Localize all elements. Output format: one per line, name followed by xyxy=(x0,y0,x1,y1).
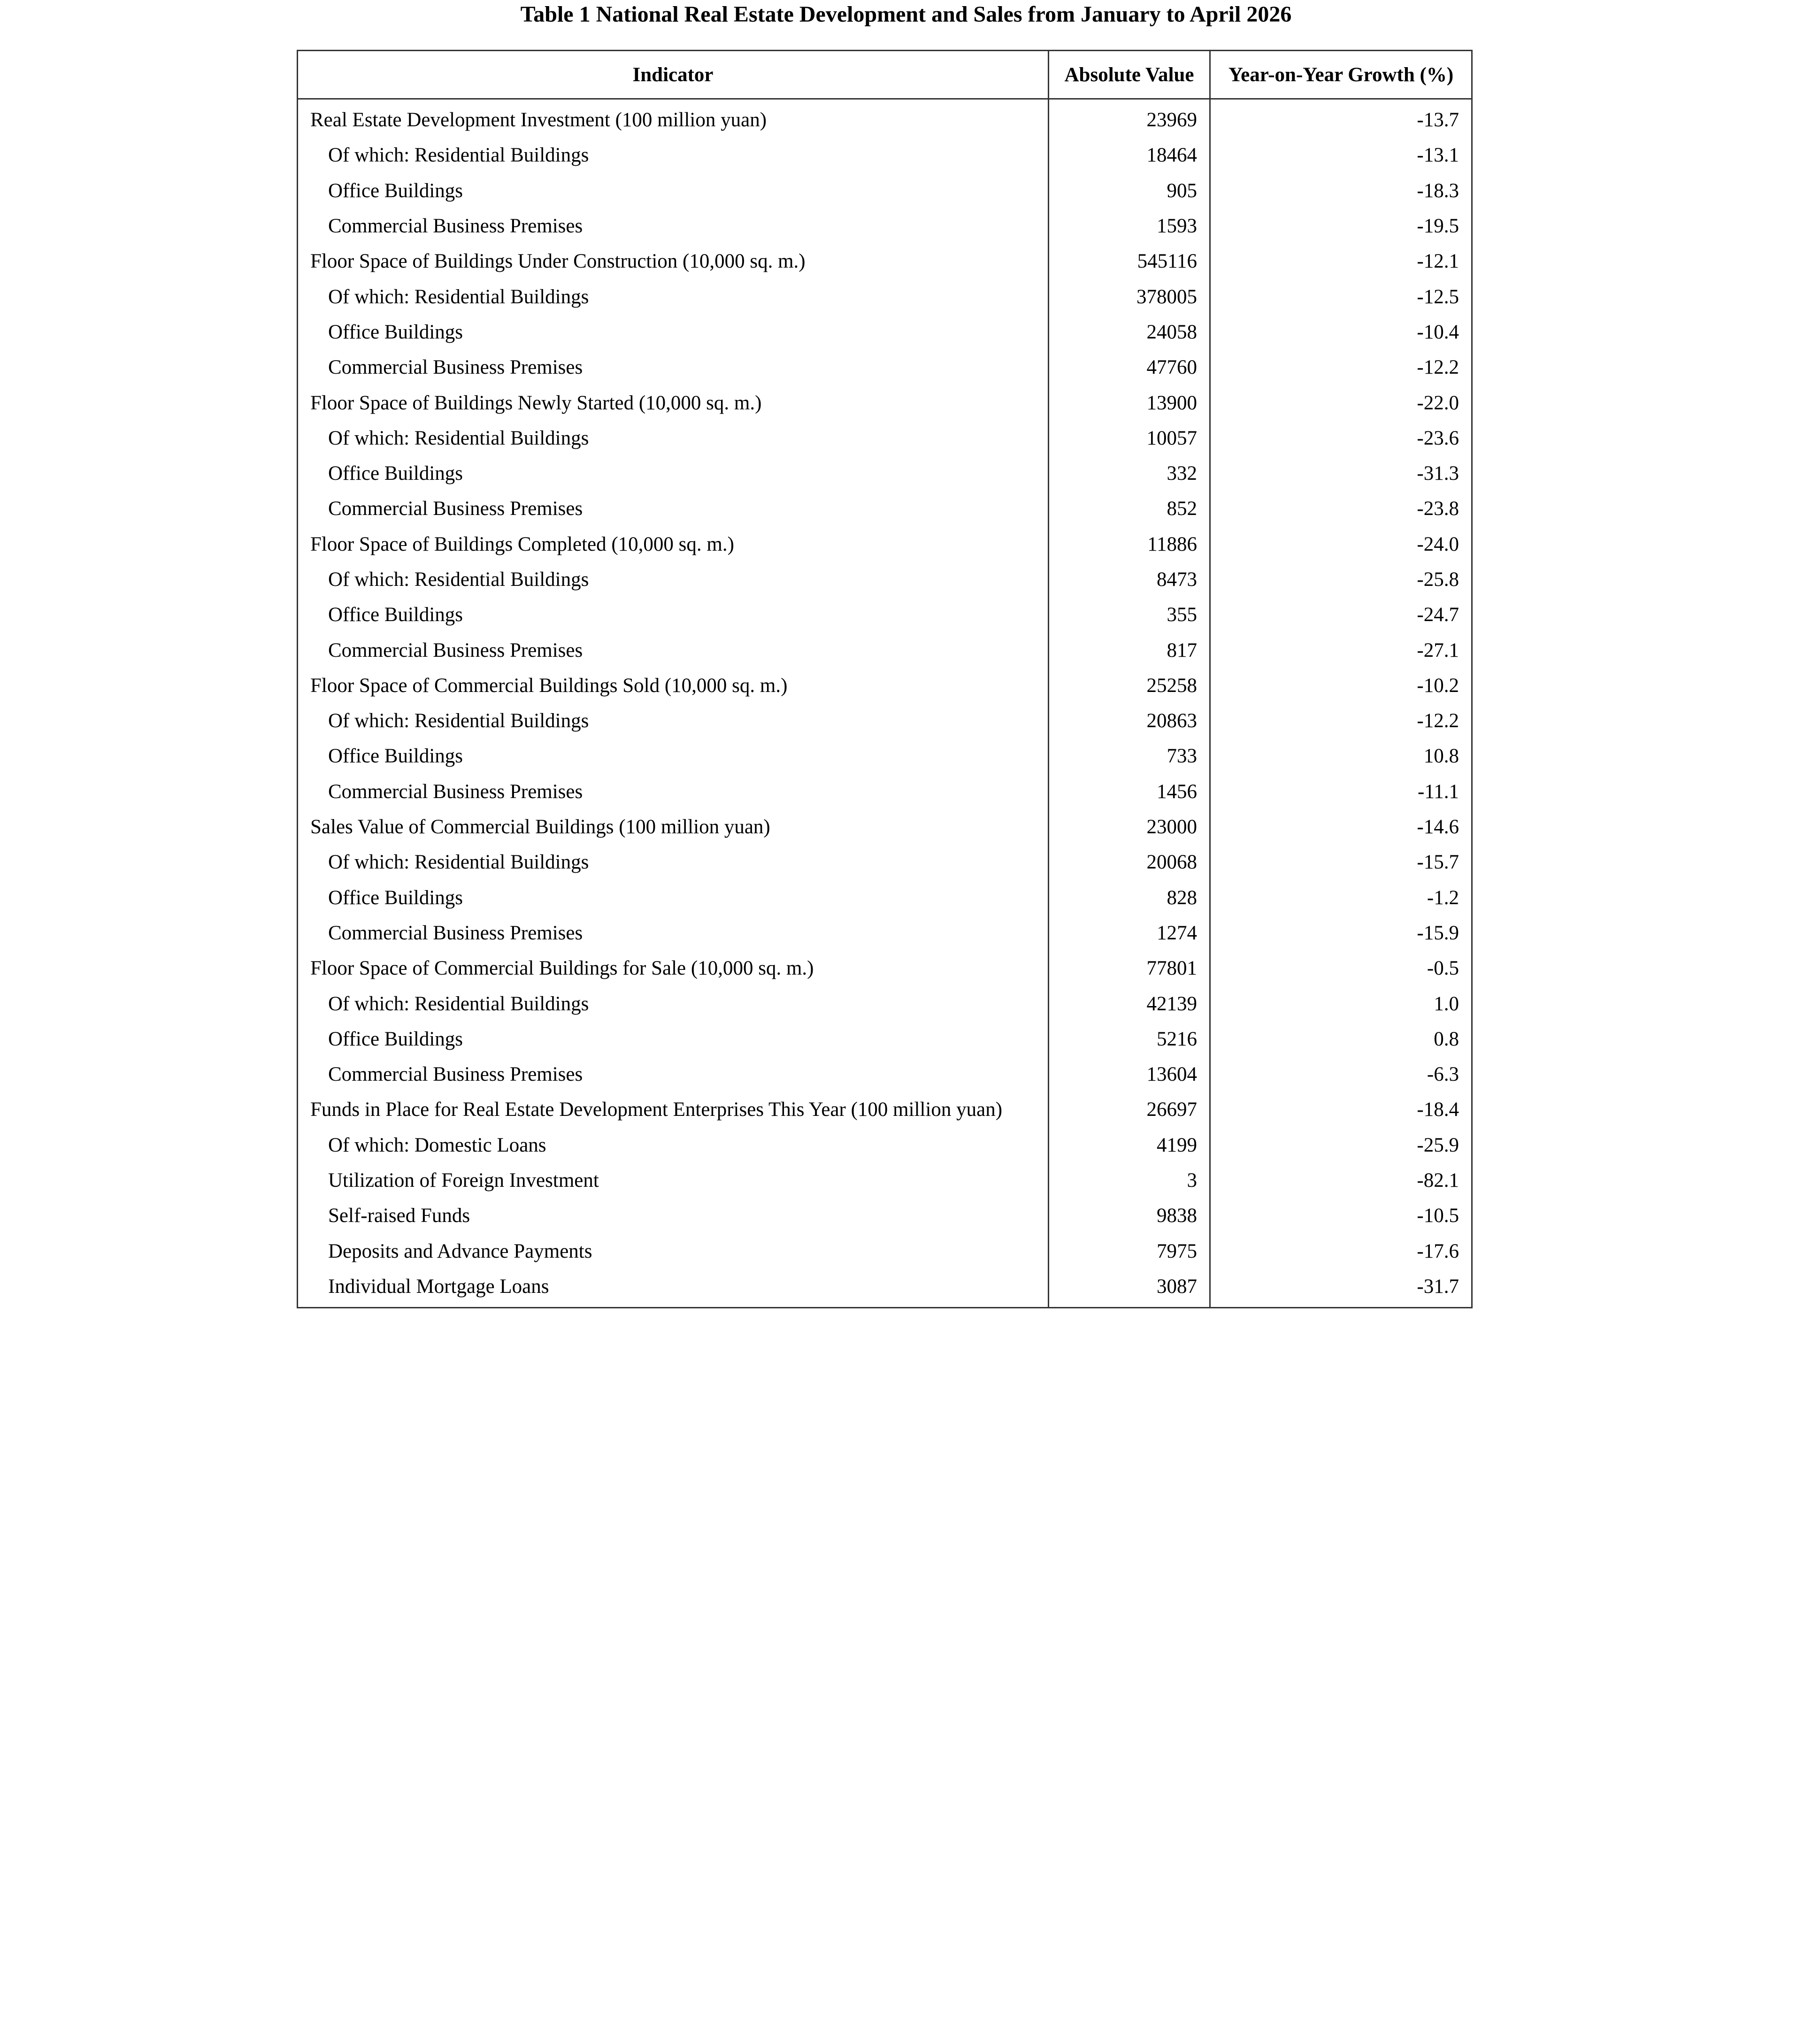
yoy-growth-cell: -27.1 xyxy=(1210,632,1472,668)
table-row xyxy=(298,99,1472,138)
yoy-growth-cell: -15.7 xyxy=(1210,845,1472,880)
absolute-value-cell: 10057 xyxy=(1049,421,1210,456)
absolute-value-cell: 1274 xyxy=(1049,915,1210,951)
data-table-container xyxy=(297,50,1471,1308)
table-row xyxy=(298,1269,1472,1308)
yoy-growth-cell: -12.2 xyxy=(1210,703,1472,738)
table-row xyxy=(298,915,1472,951)
absolute-value-cell: 5216 xyxy=(1049,1022,1210,1057)
yoy-growth-cell: -13.1 xyxy=(1210,138,1472,173)
indicator-cell: Floor Space of Commercial Buildings Sold (10,000 sq. m.) xyxy=(310,674,788,697)
table-row xyxy=(298,986,1472,1021)
table-row xyxy=(298,244,1472,279)
table-row xyxy=(298,562,1472,597)
absolute-value-cell: 8473 xyxy=(1049,562,1210,597)
yoy-growth-cell: -31.7 xyxy=(1210,1269,1472,1308)
indicator-cell: Office Buildings xyxy=(328,179,463,202)
absolute-value-cell: 355 xyxy=(1049,597,1210,632)
yoy-growth-cell: -10.5 xyxy=(1210,1198,1472,1233)
table-row xyxy=(298,1092,1472,1127)
indicator-cell: Of which: Residential Buildings xyxy=(328,710,589,732)
yoy-growth-cell: -25.9 xyxy=(1210,1128,1472,1163)
absolute-value-cell: 77801 xyxy=(1049,951,1210,986)
column-header-indicator: Indicator xyxy=(298,51,1049,99)
yoy-growth-cell: -0.5 xyxy=(1210,951,1472,986)
absolute-value-cell: 1456 xyxy=(1049,774,1210,809)
column-header-yoy-growth: Year-on-Year Growth (%) xyxy=(1210,51,1472,99)
table-row xyxy=(298,527,1472,562)
yoy-growth-cell: 10.8 xyxy=(1210,738,1472,774)
absolute-value-cell: 905 xyxy=(1049,173,1210,208)
absolute-value-cell: 13604 xyxy=(1049,1057,1210,1092)
indicator-cell: Commercial Business Premises xyxy=(328,780,583,803)
indicator-cell: Funds in Place for Real Estate Development Enterprises This Year (100 million yuan) xyxy=(310,1099,1003,1121)
indicator-cell: Commercial Business Premises xyxy=(328,1063,583,1086)
table-row xyxy=(298,173,1472,208)
table-row xyxy=(298,1163,1472,1198)
indicator-cell: Of which: Residential Buildings xyxy=(328,144,589,167)
table-row xyxy=(298,668,1472,703)
absolute-value-cell: 47760 xyxy=(1049,350,1210,385)
header-row xyxy=(298,51,1472,99)
column-header-absolute-value: Absolute Value xyxy=(1049,51,1210,99)
indicator-cell: Commercial Business Premises xyxy=(328,639,583,661)
yoy-growth-cell: -6.3 xyxy=(1210,1057,1472,1092)
absolute-value-cell: 4199 xyxy=(1049,1128,1210,1163)
yoy-growth-cell: -12.2 xyxy=(1210,350,1472,385)
absolute-value-cell: 24058 xyxy=(1049,315,1210,350)
indicator-cell: Real Estate Development Investment (100 million yuan) xyxy=(310,109,767,131)
indicator-cell: Office Buildings xyxy=(328,321,463,343)
indicator-cell: Commercial Business Premises xyxy=(328,922,583,944)
table-body xyxy=(298,99,1472,1308)
yoy-growth-cell: -31.3 xyxy=(1210,456,1472,491)
absolute-value-cell: 25258 xyxy=(1049,668,1210,703)
yoy-growth-cell: -10.2 xyxy=(1210,668,1472,703)
yoy-growth-cell: -17.6 xyxy=(1210,1234,1472,1269)
yoy-growth-cell: -1.2 xyxy=(1210,880,1472,915)
absolute-value-cell: 733 xyxy=(1049,738,1210,774)
table-row xyxy=(298,315,1472,350)
indicator-cell: Office Buildings xyxy=(328,886,463,909)
absolute-value-cell: 42139 xyxy=(1049,986,1210,1021)
yoy-growth-cell: -23.6 xyxy=(1210,421,1472,456)
table-row xyxy=(298,1234,1472,1269)
absolute-value-cell: 1593 xyxy=(1049,208,1210,244)
yoy-growth-cell: -15.9 xyxy=(1210,915,1472,951)
table-row xyxy=(298,738,1472,774)
yoy-growth-cell: -18.3 xyxy=(1210,173,1472,208)
table-row xyxy=(298,138,1472,173)
absolute-value-cell: 3 xyxy=(1049,1163,1210,1198)
yoy-growth-cell: -25.8 xyxy=(1210,562,1472,597)
table-header xyxy=(298,51,1472,99)
yoy-growth-cell: -13.7 xyxy=(1210,99,1472,138)
table-row xyxy=(298,809,1472,845)
yoy-growth-cell: -12.1 xyxy=(1210,244,1472,279)
yoy-growth-cell: -22.0 xyxy=(1210,385,1472,420)
yoy-growth-cell: -23.8 xyxy=(1210,491,1472,526)
table-row xyxy=(298,951,1472,986)
indicator-cell: Self-raised Funds xyxy=(328,1205,470,1227)
yoy-growth-cell: -10.4 xyxy=(1210,315,1472,350)
indicator-cell: Of which: Residential Buildings xyxy=(328,569,589,591)
yoy-growth-cell: -11.1 xyxy=(1210,774,1472,809)
yoy-growth-cell: -14.6 xyxy=(1210,809,1472,845)
table-row xyxy=(298,385,1472,420)
absolute-value-cell: 18464 xyxy=(1049,138,1210,173)
indicator-cell: Office Buildings xyxy=(328,604,463,626)
indicator-cell: Floor Space of Commercial Buildings for Sale (10,000 sq. m.) xyxy=(310,957,814,980)
indicator-cell: Floor Space of Buildings Under Construction (10,000 sq. m.) xyxy=(310,250,806,273)
indicator-cell: Office Buildings xyxy=(328,745,463,768)
absolute-value-cell: 378005 xyxy=(1049,279,1210,314)
table-row xyxy=(298,703,1472,738)
indicator-cell: Of which: Domestic Loans xyxy=(328,1134,546,1156)
table-row xyxy=(298,1128,1472,1163)
absolute-value-cell: 26697 xyxy=(1049,1092,1210,1127)
table-row xyxy=(298,880,1472,915)
indicator-cell: Deposits and Advance Payments xyxy=(328,1240,592,1262)
absolute-value-cell: 545116 xyxy=(1049,244,1210,279)
table-row xyxy=(298,350,1472,385)
absolute-value-cell: 828 xyxy=(1049,880,1210,915)
indicator-cell: Commercial Business Premises xyxy=(328,498,583,520)
indicator-cell: Individual Mortgage Loans xyxy=(328,1275,549,1298)
table-row xyxy=(298,279,1472,314)
yoy-growth-cell: -82.1 xyxy=(1210,1163,1472,1198)
absolute-value-cell: 852 xyxy=(1049,491,1210,526)
absolute-value-cell: 3087 xyxy=(1049,1269,1210,1308)
table-title: Table 1 National Real Estate Development and Sales from January to April 2026 xyxy=(520,2,1292,27)
table-row xyxy=(298,1022,1472,1057)
indicator-cell: Floor Space of Buildings Completed (10,000 sq. m.) xyxy=(310,533,734,555)
absolute-value-cell: 11886 xyxy=(1049,527,1210,562)
table-row xyxy=(298,774,1472,809)
table-row xyxy=(298,1198,1472,1233)
yoy-growth-cell: -24.7 xyxy=(1210,597,1472,632)
yoy-growth-cell: -24.0 xyxy=(1210,527,1472,562)
table-row xyxy=(298,456,1472,491)
table-row xyxy=(298,597,1472,632)
indicator-cell: Floor Space of Buildings Newly Started (10,000 sq. m.) xyxy=(310,392,762,414)
indicator-cell: Office Buildings xyxy=(328,1028,463,1050)
table-row xyxy=(298,208,1472,244)
absolute-value-cell: 7975 xyxy=(1049,1234,1210,1269)
table-row xyxy=(298,491,1472,526)
indicator-cell: Of which: Residential Buildings xyxy=(328,427,589,449)
absolute-value-cell: 20863 xyxy=(1049,703,1210,738)
table-row xyxy=(298,632,1472,668)
yoy-growth-cell: 0.8 xyxy=(1210,1022,1472,1057)
yoy-growth-cell: -19.5 xyxy=(1210,208,1472,244)
absolute-value-cell: 332 xyxy=(1049,456,1210,491)
absolute-value-cell: 817 xyxy=(1049,632,1210,668)
absolute-value-cell: 20068 xyxy=(1049,845,1210,880)
real-estate-table xyxy=(297,50,1473,1308)
yoy-growth-cell: -18.4 xyxy=(1210,1092,1472,1127)
indicator-cell: Sales Value of Commercial Buildings (100 million yuan) xyxy=(310,816,770,838)
indicator-cell: Commercial Business Premises xyxy=(328,215,583,238)
table-row xyxy=(298,421,1472,456)
indicator-cell: Of which: Residential Buildings xyxy=(328,851,589,874)
yoy-growth-cell: 1.0 xyxy=(1210,986,1472,1021)
indicator-cell: Office Buildings xyxy=(328,462,463,485)
indicator-cell: Commercial Business Premises xyxy=(328,356,583,379)
table-row xyxy=(298,845,1472,880)
absolute-value-cell: 23969 xyxy=(1049,99,1210,138)
yoy-growth-cell: -12.5 xyxy=(1210,279,1472,314)
indicator-cell: Of which: Residential Buildings xyxy=(328,285,589,308)
absolute-value-cell: 9838 xyxy=(1049,1198,1210,1233)
table-row xyxy=(298,1057,1472,1092)
indicator-cell: Utilization of Foreign Investment xyxy=(328,1169,599,1192)
absolute-value-cell: 23000 xyxy=(1049,809,1210,845)
indicator-cell: Of which: Residential Buildings xyxy=(328,992,589,1015)
absolute-value-cell: 13900 xyxy=(1049,385,1210,420)
